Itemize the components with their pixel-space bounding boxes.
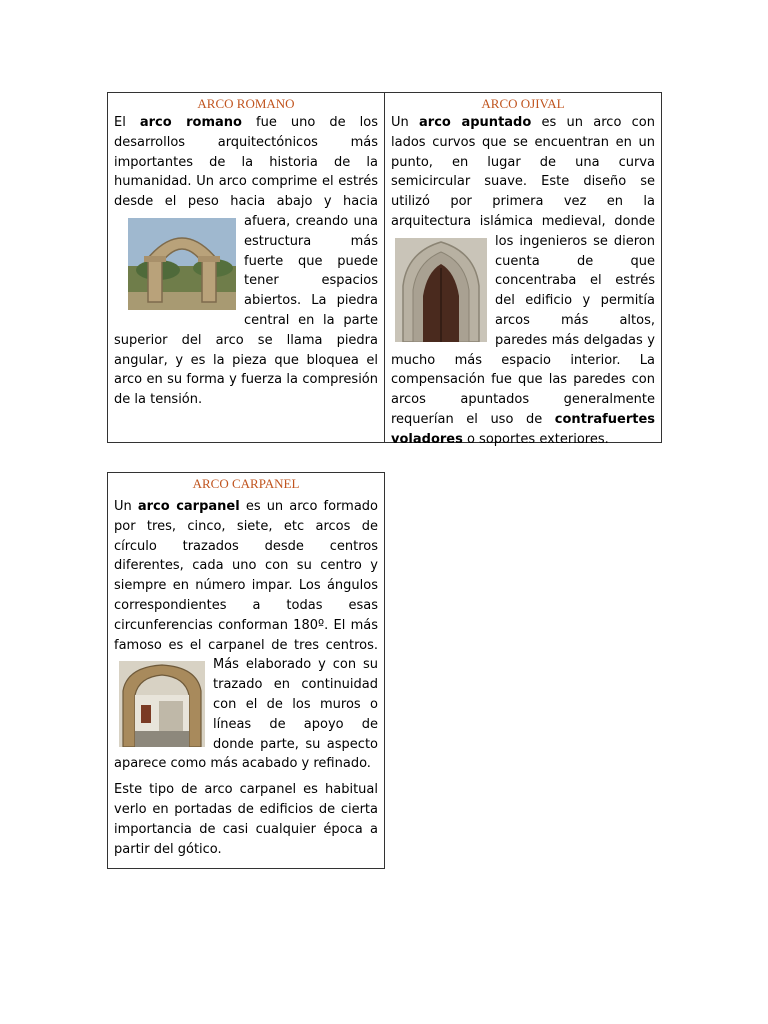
arco-carpanel-box	[107, 472, 385, 869]
arco-ojival-text: Un arco apuntado es un arco con lados curvos que se encuentran en un punto, en lugar de una curva semicircular suave. Este diseño se utilizó por primera vez en la arquitectura islámica medieval, donde los ingenieros se dieron cuenta de que concentraba el estrés del edificio y permitía arcos más altos, paredes más delgadas y mucho más espacio interior. La compensación fue que las paredes con arcos apuntados generalmente requerían el uso de contrafuertes voladores o soportes exteriores.	[391, 115, 656, 447]
arco-ojival-box	[384, 92, 662, 447]
arco-carpanel-title: ARCO CARPANEL	[192, 476, 300, 491]
carpanel-paragraph-2: Este tipo de arco carpanel es habitual verlo en portadas de edificios de cierta importancia de casi cualquier época a partir del gótico.	[114, 782, 378, 857]
contrafuertes-term: contrafuertes voladores	[391, 411, 655, 447]
arco-carpanel-image	[119, 661, 205, 747]
arco-ojival-title: ARCO OJIVAL	[481, 96, 565, 111]
arco-romano-text: El arco romano fue uno de los desarrollos arquitectónicos más importantes de la historia de la humanidad. Un arco comprime el estrés desde el peso hacia abajo y hacia afuera, creando una estructura más fuerte que puede tener espacios abiertos. La piedra central en la parte superior del arco se llama piedra angular, y es la pieza que bloquea el arco en su forma y fuerza la compresión de la tensión.	[114, 115, 378, 408]
arco-carpanel-term: arco carpanel	[137, 499, 240, 514]
arco-romano-term: arco romano	[139, 115, 242, 130]
arco-ojival-image	[395, 238, 487, 342]
arco-romano-image	[128, 218, 236, 310]
arco-carpanel-text	[108, 497, 384, 859]
arco-ojival-term: arco apuntado	[419, 115, 532, 130]
arco-romano-title: ARCO ROMANO	[197, 96, 295, 111]
carpanel-paragraph-1: Un arco carpanel es un arco formado por tres, cinco, siete, etc arcos de círculo trazados desde centros diferentes, cada uno con su centro y siempre en número impar. Los ángulos correspondientes a todas esas circunferencias conforman 180º. El más famoso es el carpanel de tres centros. Más elaborado y con su trazado en continuidad con el de los muros o líneas de apoyo de donde parte, su aspecto aparece como más acabado y refinado.	[114, 499, 379, 772]
arco-romano-box	[107, 92, 385, 443]
